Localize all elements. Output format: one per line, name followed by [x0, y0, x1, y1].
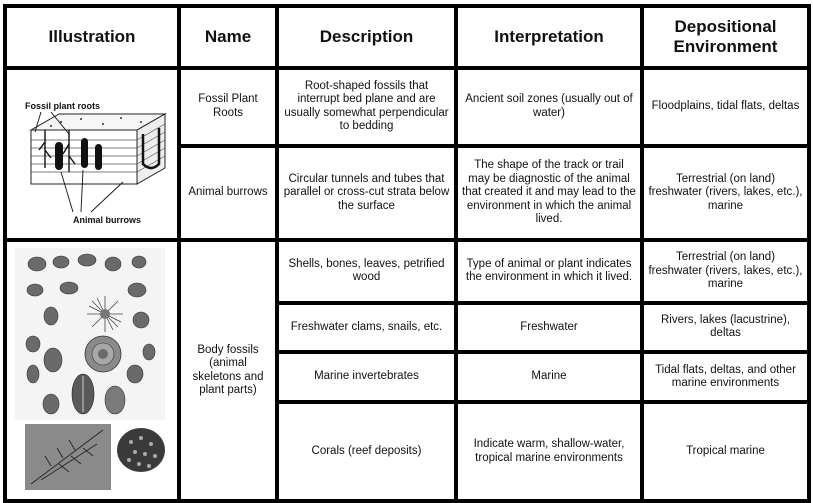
description-cell: Shells, bones, leaves, petrified wood	[277, 240, 456, 303]
body-fossil-plate	[11, 244, 181, 497]
interpretation-cell: The shape of the track or trail may be diagnostic of the animal that created it and may lead to the environment in which the animal lived.	[456, 146, 642, 240]
header-row	[5, 6, 809, 68]
environment-cell: Tropical marine	[642, 402, 809, 501]
header-interpretation: Interpretation	[456, 6, 642, 68]
name-cell: Fossil Plant Roots	[179, 68, 277, 146]
interpretation-cell: Freshwater	[456, 303, 642, 352]
trace-fossil-illustration	[5, 68, 179, 240]
header-environment: Depositional Environment	[642, 6, 809, 68]
description-cell: Marine invertebrates	[277, 352, 456, 403]
description-cell: Freshwater clams, snails, etc.	[277, 303, 456, 352]
environment-cell: Rivers, lakes (lacustrine), deltas	[642, 303, 809, 352]
environment-cell: Terrestrial (on land) freshwater (rivers, lakes, etc.), marine	[642, 146, 809, 240]
table-row	[5, 68, 809, 146]
name-cell: Animal burrows	[179, 146, 277, 240]
interpretation-cell: Marine	[456, 352, 642, 403]
name-cell: Body fossils (animal skeletons and plant parts)	[179, 240, 277, 501]
environment-cell: Floodplains, tidal flats, deltas	[642, 68, 809, 146]
burrows-label: Animal burrows	[73, 215, 142, 225]
trace-fossil-diagram	[11, 72, 181, 236]
table-row	[5, 240, 809, 303]
description-cell: Root-shaped fossils that interrupt bed plane and are usually somewhat perpendicular to bedding	[277, 68, 456, 146]
description-cell: Circular tunnels and tubes that parallel or cross-cut strata below the surface	[277, 146, 456, 240]
interpretation-cell: Indicate warm, shallow-water, tropical marine environments	[456, 402, 642, 501]
plant-roots-label: Fossil plant roots	[25, 101, 101, 111]
fossil-table	[3, 4, 811, 503]
body-fossil-illustration	[5, 240, 179, 501]
environment-cell: Terrestrial (on land) freshwater (rivers, lakes, etc.), marine	[642, 240, 809, 303]
header-name: Name	[179, 6, 277, 68]
description-cell: Corals (reef deposits)	[277, 402, 456, 501]
interpretation-cell: Ancient soil zones (usually out of water)	[456, 68, 642, 146]
environment-cell: Tidal flats, deltas, and other marine environments	[642, 352, 809, 403]
header-description: Description	[277, 6, 456, 68]
interpretation-cell: Type of animal or plant indicates the environment in which it lived.	[456, 240, 642, 303]
header-illustration: Illustration	[5, 6, 179, 68]
